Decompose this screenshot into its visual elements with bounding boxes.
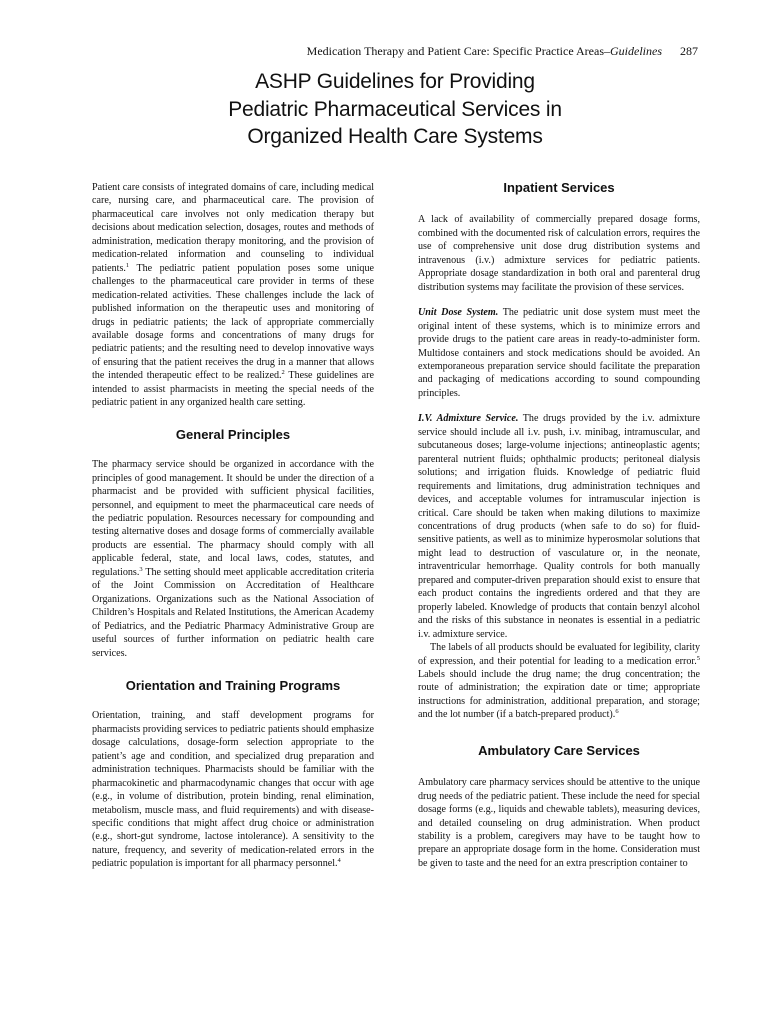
page-number: 287 — [680, 44, 698, 58]
running-title: Medication Therapy and Patient Care: Specific Practice Areas– — [306, 44, 610, 58]
reference-3: 3 — [139, 565, 143, 573]
iv-admixture-label: I.V. Admixture Service. — [418, 413, 519, 425]
iv-admixture-paragraph — [418, 412, 700, 641]
labels-text-1: The labels of all products should be evaluated for legibility, clarity of expression, and their potential for leading to a medication error. — [418, 642, 700, 667]
inpatient-heading: Inpatient Services — [503, 180, 615, 195]
reference-1: 1 — [125, 261, 130, 269]
inpatient-intro-paragraph: A lack of availability of commercially prepared dosage forms, combined with the documented risk of calculation errors, requires the use of comprehensive unit dose drug distribution systems and intravenous (i.v.) admixture services for pediatric patients. Appropriate dosage standardization in both oral and parenteral drug distribution systems may facilitate the provision of these services. — [418, 214, 700, 293]
unit-dose-paragraph — [418, 306, 700, 400]
title-line-1: ASHP Guidelines for Providing — [255, 70, 535, 93]
title-line-2: Pediatric Pharmaceutical Services in — [228, 97, 562, 121]
unit-dose-label: Unit Dose System. — [418, 307, 499, 319]
intro-text-3: These guidelines are intended to assist pharmacists in meeting the special needs of the pediatric patient in any organized health care setting. — [92, 370, 374, 409]
orientation-heading: Orientation and Training Programs — [125, 677, 341, 693]
orientation-text: Orientation, training, and staff development programs for pharmacists providing services to pediatric patients should emphasize dosage calculations, dosage-form selection appropriate to the patient’s age and condition, and specialized drug preparation and administration techniques. Pharmacists should be familiar with the pharmacokinetic and pharmacodynamic changes that occur with age (e.g., in volume of distribution, protein binding, renal elimination, metabolism, muscle mass, and fluid requirements) and with disease-specific conditions that might affect drug choice or administration (e.g., short-gut syndrome, lactose intolerance). A sensitivity to the nature, frequency, and severity of medication-related errors in the pediatric population is important for all pharmacy personnel. — [92, 710, 374, 870]
general-principles-paragraph — [92, 458, 374, 660]
document-title — [92, 68, 698, 151]
general-principles-text-1: The pharmacy service should be organized in accordance with the principles of good management. It should be under the direction of a pharmacist and be provided with sufficient physical facilities, personnel, and equipment to meet the pharmaceutical care needs of the pediatric population. Resources necessary for compounding and testing alternative doses and dosage forms of commercially available products are essential. The pharmacy should comply with all applicable federal, state, and local laws, codes, statutes, and regulations. — [92, 459, 374, 578]
reference-5: 5 — [696, 654, 700, 662]
general-principles-heading: General Principles — [175, 426, 291, 442]
ambulatory-paragraph: Ambulatory care pharmacy services should be attentive to the unique drug needs of the pediatric patient. These include the need for special dosage forms (e.g., liquids and chewable tablets), measuring devices, and detailed counseling on drug administration. When product stability is a problem, caregivers may have to be taught how to prepare an appropriate dosage form in the home. Consideration must be given to taste and the need for an extra prescription container to — [418, 777, 700, 869]
ambulatory-heading: Ambulatory Care Services — [478, 742, 640, 758]
running-title-guidelines: Guidelines — [610, 44, 662, 58]
reference-2: 2 — [281, 369, 285, 377]
intro-text-2: The pediatric patient population poses some unique challenges to the pharmaceutical care provider in terms of these medication-related activities. These challenges include the lack of published information on the therapeutic uses and monitoring of drugs in pediatric patients; the lack of appropriate commercially available dosage forms and concentrations of many drugs for pediatric patients; and the resulting need to develop innovative ways of ensuring that the patient receives the drug in a manner that allows the intended therapeutic effect to be realized. — [92, 262, 374, 382]
intro-paragraph — [92, 181, 374, 410]
reference-6: 6 — [615, 708, 619, 716]
labels-paragraph — [418, 641, 700, 722]
running-head — [92, 44, 698, 59]
reference-4: 4 — [337, 857, 341, 865]
left-column — [92, 181, 374, 871]
unit-dose-text: The pediatric unit dose system must meet the original intent of these systems, which is to minimize errors and provide drugs to the patient care areas in ready-to-administer form. Multidose containers and stock medications should be avoided. An extemporaneous preparation service should facilitate the preparation and packaging of medications according to sound compounding principles. — [418, 307, 701, 399]
intro-text-1: Patient care consists of integrated domains of care, including medical care, nursing care, and pharmaceutical care. The provision of pharmaceutical care involves not only medication therapy but decisions about medication selection, dosages, routes and methods of administration, medication therapy monitoring, and the provision of medication-related information and counseling to individual patients. — [92, 182, 374, 274]
iv-admixture-text: The drugs provided by the i.v. admixture service should include all i.v. push, i.v. minibag, intramuscular, and subcutaneous doses; large-volume injections; antineoplastic agents; parenteral nutrient fluids; ophthalmic products; peritoneal dialysis solutions; and irrigation fluids. Knowledge of pediatric fluid requirements and limitations, drug administration techniques and devices, and acceptable volumes for intramuscular injection is critical. Care should be taken when making dilutions to maximize concentrations of drug products (when safe to do so) for fluid-sensitive patients, as well as to minimize hyperosmolar solutions that might lead to destruction of vasculature or, in the neonate, intraventricular hemorrhage. Quality controls for both manually prepared and computer-driven preparation should exist to ensure that each product contains the ingredients ordered and that they are properly labeled. Knowledge of products that contain benzyl alcohol and the risks of this substance in neonates is essential in a pediatric i.v. admixture service. — [418, 413, 700, 640]
labels-text-2: Labels should include the drug name; the drug concentration; the route of administration; the expiration date or time; appropriate instructions for administration, additional preparation, and storage; and the lot number (if a batch-prepared product). — [418, 668, 700, 721]
title-line-3: Organized Health Care Systems — [247, 125, 543, 148]
orientation-paragraph — [92, 709, 374, 870]
general-principles-text-2: The setting should meet applicable accreditation criteria of the Joint Commission on Accreditation of Healthcare Organizations. Organizations such as the National Association of Children’s Hospitals and Related Institutions, the American Academy of Pediatrics, and the Pediatric Pharmacy Administrative Group are useful sources of further information on pediatric health care services. — [92, 566, 374, 659]
right-column — [418, 181, 700, 870]
